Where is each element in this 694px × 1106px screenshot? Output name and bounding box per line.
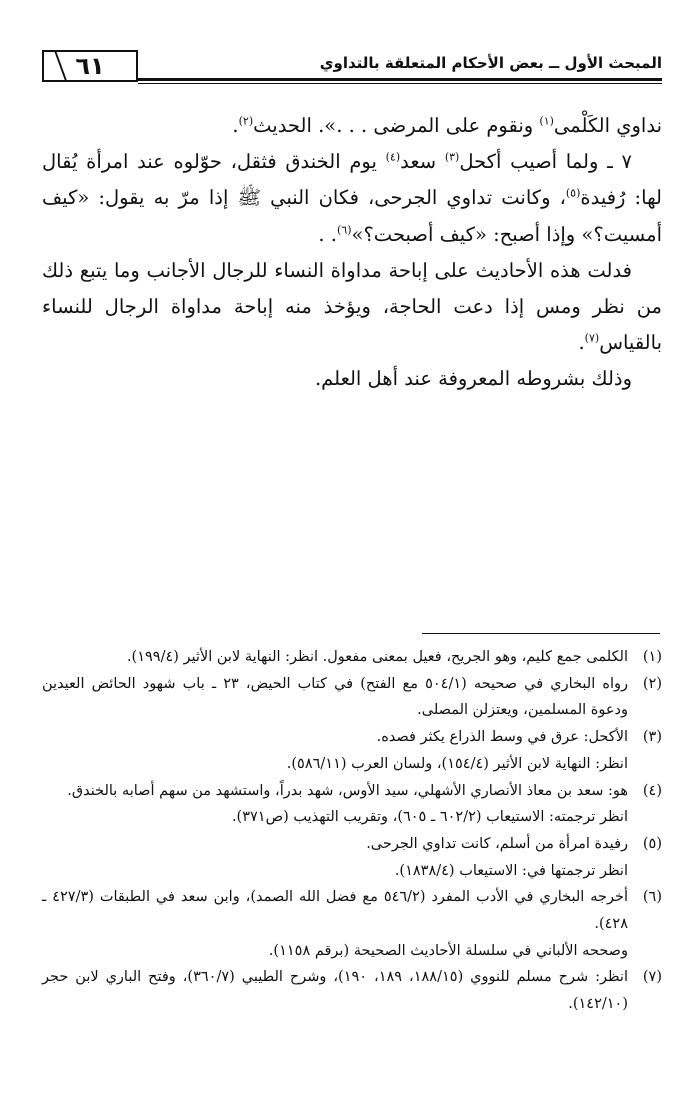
footnote-body bbox=[42, 831, 628, 884]
footnote-ref: (٢) bbox=[238, 114, 254, 128]
footnote-7 bbox=[42, 964, 662, 1017]
page-number-box bbox=[42, 50, 138, 82]
footnote-body bbox=[42, 671, 628, 724]
footnote-4 bbox=[42, 778, 662, 831]
footnotes bbox=[42, 644, 662, 1018]
footnote-ref: (٤) bbox=[385, 150, 401, 164]
footnote-body bbox=[42, 964, 628, 1017]
footnote-1 bbox=[42, 644, 662, 671]
footnote-number: (٥) bbox=[642, 835, 662, 852]
header-rule-thin bbox=[138, 83, 662, 84]
footnote-number: (٦) bbox=[642, 889, 662, 906]
text-run: ٧ ـ ولما أصيب أكحل bbox=[459, 150, 632, 174]
page-header bbox=[42, 44, 662, 90]
text-run: . . bbox=[318, 222, 337, 246]
footnote-line: هو: سعد بن معاذ الأنصاري الأشهلي، سيد الأوس، شهد بدراً، واستشهد من سهم أصابه بالخندق. bbox=[67, 782, 628, 799]
footnote-5 bbox=[42, 831, 662, 884]
footnote-number: (٧) bbox=[642, 969, 662, 986]
footnote-body bbox=[42, 884, 628, 964]
footnote-number: (١) bbox=[642, 649, 662, 665]
footnote-ref: (٧) bbox=[584, 331, 600, 345]
paragraph-3 bbox=[42, 253, 662, 362]
text-run: . bbox=[578, 331, 585, 355]
footnote-6 bbox=[42, 884, 662, 964]
footnote-line: الأكحل: عرق في وسط الذراع يكثر فصده. bbox=[376, 729, 628, 746]
footnote-ref: (٣) bbox=[444, 150, 460, 164]
running-title: المبحث الأول ــ بعض الأحكام المتعلقة بالتداوي bbox=[319, 54, 662, 72]
footnote-line: انظر: النهاية لابن الأثير (١٥٤/٤)، ولسان العرب (٥٨٦/١١). bbox=[286, 755, 628, 772]
footnote-ref: (٦) bbox=[337, 223, 352, 237]
footnote-line: رفيدة امرأة من أسلم، كانت تداوي الجرحى. bbox=[366, 835, 628, 852]
paragraph-4: وذلك بشروطه المعروفة عند أهل العلم. bbox=[314, 367, 632, 391]
footnote-body bbox=[42, 644, 628, 671]
footnote-ref: (١) bbox=[539, 114, 554, 128]
paragraph-1 bbox=[42, 108, 662, 144]
footnote-line: وصححه الألباني في سلسلة الأحاديث الصحيحة (برقم ١١٥٨). bbox=[268, 942, 628, 959]
text-run: يوم الخندق فثقل، حوّلوه عند امرأة يُقال لها: رُفيدة bbox=[42, 150, 662, 210]
footnote-number: (٣) bbox=[642, 729, 662, 746]
footnote-2 bbox=[42, 671, 662, 724]
text-run: فدلت هذه الأحاديث على إباحة مداواة النساء للرجال الأجانب وما يتبع ذلك من نظر ومس إذا دعت الحاجة، ويؤخذ منه إباحة مداواة الرجال للنساء بالقياس bbox=[42, 258, 662, 355]
footnote-3 bbox=[42, 724, 662, 777]
header-rule-thick bbox=[138, 78, 662, 81]
footnote-number: (٤) bbox=[642, 782, 662, 799]
footnote-body bbox=[42, 724, 628, 777]
footnote-body bbox=[42, 778, 628, 831]
footnote-line: أخرجه البخاري في الأدب المفرد (٥٤٦/٢ مع فضل الله الصمد)، وابن سعد في الطبقات (٤٢٧/٣ ـ ٤٢٨). bbox=[42, 889, 628, 933]
footnote-number: (٢) bbox=[642, 675, 662, 692]
page-number: ٦١ bbox=[75, 52, 105, 80]
text-run: ونقوم على المرضى . . .». الحديث bbox=[253, 114, 540, 137]
text-run: ، وكانت تداوي الجرحى، فكان النبي ﷺ إذا مرّ به يقول: «كيف أمسيت؟» وإذا أصبح: «كيف أصبحت؟» bbox=[42, 186, 662, 246]
page-box-slash bbox=[55, 52, 68, 82]
text-run: نداوي الكَلْمى bbox=[553, 114, 662, 137]
footnote-line: انظر: شرح مسلم للنووي (١٨٨/١٥، ١٨٩، ١٩٠)، وشرح الطيبي (٣٦٠/٧)، وفتح الباري لابن حجر (١٤٢/١٠). bbox=[42, 969, 628, 1013]
footnote-line: انظر ترجمته: الاستيعاب (٦٠٢/٢ ـ ٦٠٥)، وتقريب التهذيب (ص٣٧١). bbox=[231, 809, 628, 826]
footnote-line: رواه البخاري في صحيحه (٥٠٤/١ مع الفتح) في كتاب الحيض، ٢٣ ـ باب شهود الحائض العيدين ودعوة المسلمين، ويعتزلن المصلى. bbox=[42, 675, 628, 719]
footnote-ref: (٥) bbox=[565, 186, 581, 200]
text-run: سعد bbox=[400, 150, 445, 174]
footnote-line: الكلمى جمع كليم، وهو الجريح، فعيل بمعنى مفعول. انظر: النهاية لابن الأثير (١٩٩/٤). bbox=[126, 649, 628, 665]
footnote-separator bbox=[422, 633, 660, 634]
paragraph-2 bbox=[42, 144, 662, 253]
text-run: . bbox=[232, 114, 239, 137]
footnote-line: انظر ترجمتها في: الاستيعاب (١٨٣٨/٤). bbox=[394, 862, 628, 879]
main-text bbox=[42, 108, 662, 398]
